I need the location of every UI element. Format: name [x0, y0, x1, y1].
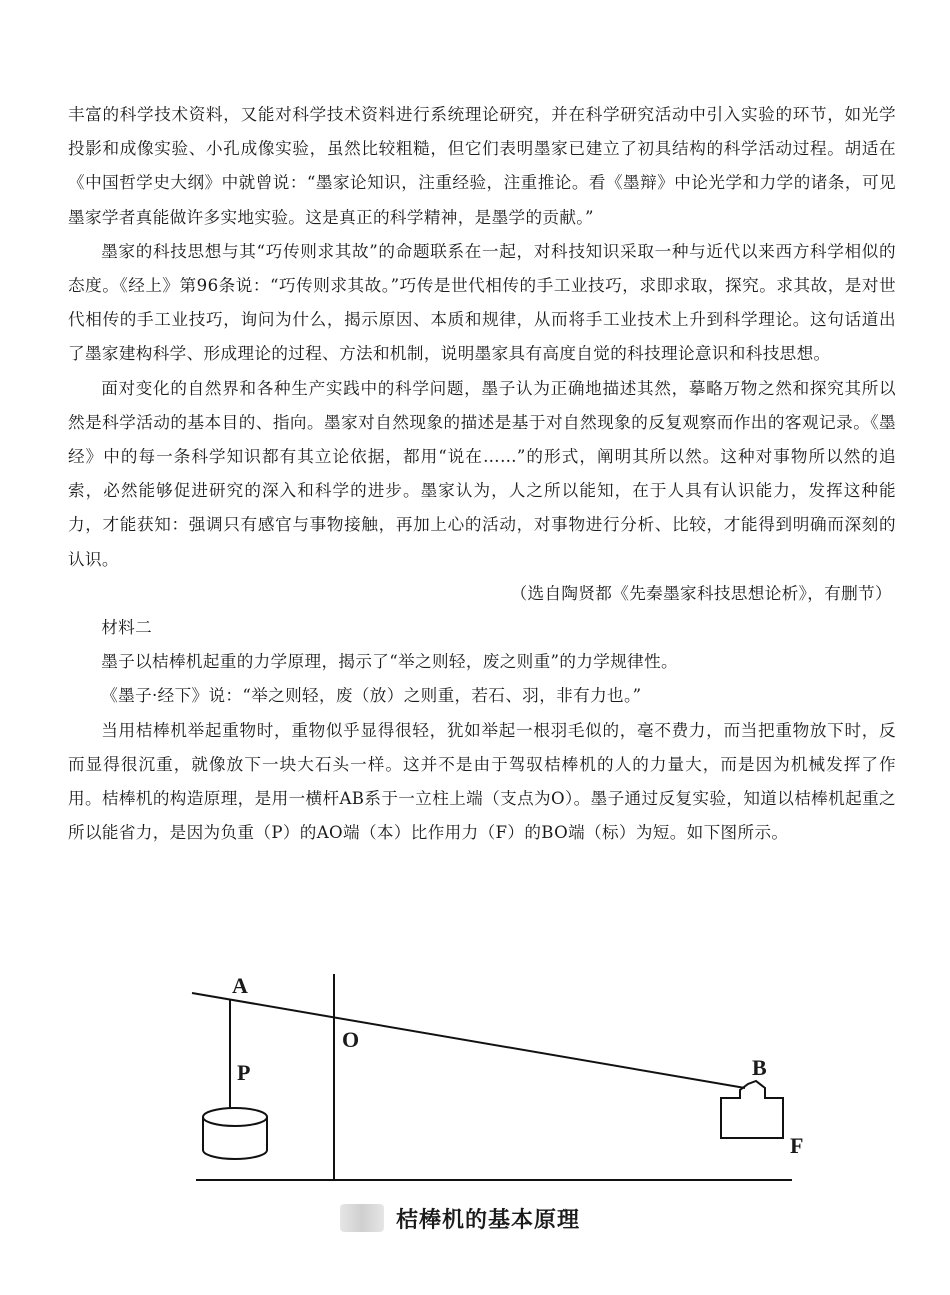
paragraph-4: 墨子以桔棒机起重的力学原理，揭示了“举之则轻，废之则重”的力学规律性。	[101, 652, 678, 672]
paragraph-3: 面对变化的自然界和各种生产实践中的科学问题，墨子认为正确地描述其然，摹略万物之然和探究其所以然是科学活动的基本目的、指向。墨家对自然现象的描述是基于对自然现象的反复观察而作出的客观记录。《墨经》中的每一条科学知识都有其立论依据，都用“说在……”的形式，阐明其所以然。这种对事物所以然的追索，必然能够促进研究的深入和科学的进步。墨家认为，人之所以能知，在于人具有认识能力，发挥这种能力，才能获知：强调只有感官与事物接触，再加上心的活动，对事物进行分析、比较，才能得到明确而深刻的认识。	[68, 378, 896, 569]
figure-caption-wrap	[340, 1201, 580, 1235]
paragraph-5: 《墨子·经下》说：“举之则轻，废（放）之则重，若石、羽，非有力也。”	[101, 686, 642, 706]
source-citation: （选自陶贤都《先秦墨家科技思想论析》，有删节）	[510, 583, 892, 603]
label-p: P	[237, 1060, 251, 1085]
label-o: O	[342, 1027, 360, 1052]
material-two-heading: 材料二	[101, 618, 153, 638]
paragraph-6: 当用桔棒机举起重物时，重物似乎显得很轻，犹如举起一根羽毛似的，毫不费力，而当把重物放下时，反而显得很沉重，就像放下一块大石头一样。这并不是由于驾驭桔棒机的人的力量大，而是因为机械发挥了作用。桔棒机的构造原理，是用一横杆AB系于一立柱上端（支点为O）。墨子通过反复实验，知道以桔棒机起重之所以能省力，是因为负重（P）的AO端（本）比作用力（F）的BO端（标）为短。如下图所示。	[68, 720, 896, 843]
label-f: F	[790, 1133, 804, 1158]
lever-beam	[192, 993, 745, 1088]
paragraph-1: 丰富的科学技术资料，又能对科学技术资料进行系统理论研究，并在科学研究活动中引入实验的环节，如光学投影和成像实验、小孔成像实验，虽然比较粗糙，但它们表明墨家已建立了初具结构的科学活动过程。胡适在《中国哲学史大纲》中就曾说：“墨家论知识，注重经验，注重推论。看《墨辩》中论光学和力学的诸条，可见墨家学者真能做许多实地实验。这是真正的科学精神，是墨学的贡献。”	[68, 105, 896, 227]
paragraph-2: 墨家的科技思想与其“巧传则求其故”的命题联系在一起，对科技知识采取一种与近代以来西方科学相似的态度。《经上》第96条说：“巧传则求其故。”巧传是世代相传的手工业技巧，求即求取，探究。求其故，是对世代相传的手工业技巧，询问为什么，揭示原因、本质和规律，从而将手工业技术上升到科学理论。这句话道出了墨家建构科学、形成理论的过程、方法和机制，说明墨家具有高度自觉的科技理论意识和科技思想。	[68, 241, 896, 364]
label-a: A	[232, 973, 248, 998]
counterweight	[721, 1081, 783, 1138]
caption-marker-icon	[340, 1204, 384, 1232]
figure-caption: 桔棒机的基本原理	[396, 1207, 581, 1233]
label-b: B	[752, 1055, 767, 1080]
bucket	[203, 1108, 267, 1159]
document-body	[68, 98, 896, 850]
